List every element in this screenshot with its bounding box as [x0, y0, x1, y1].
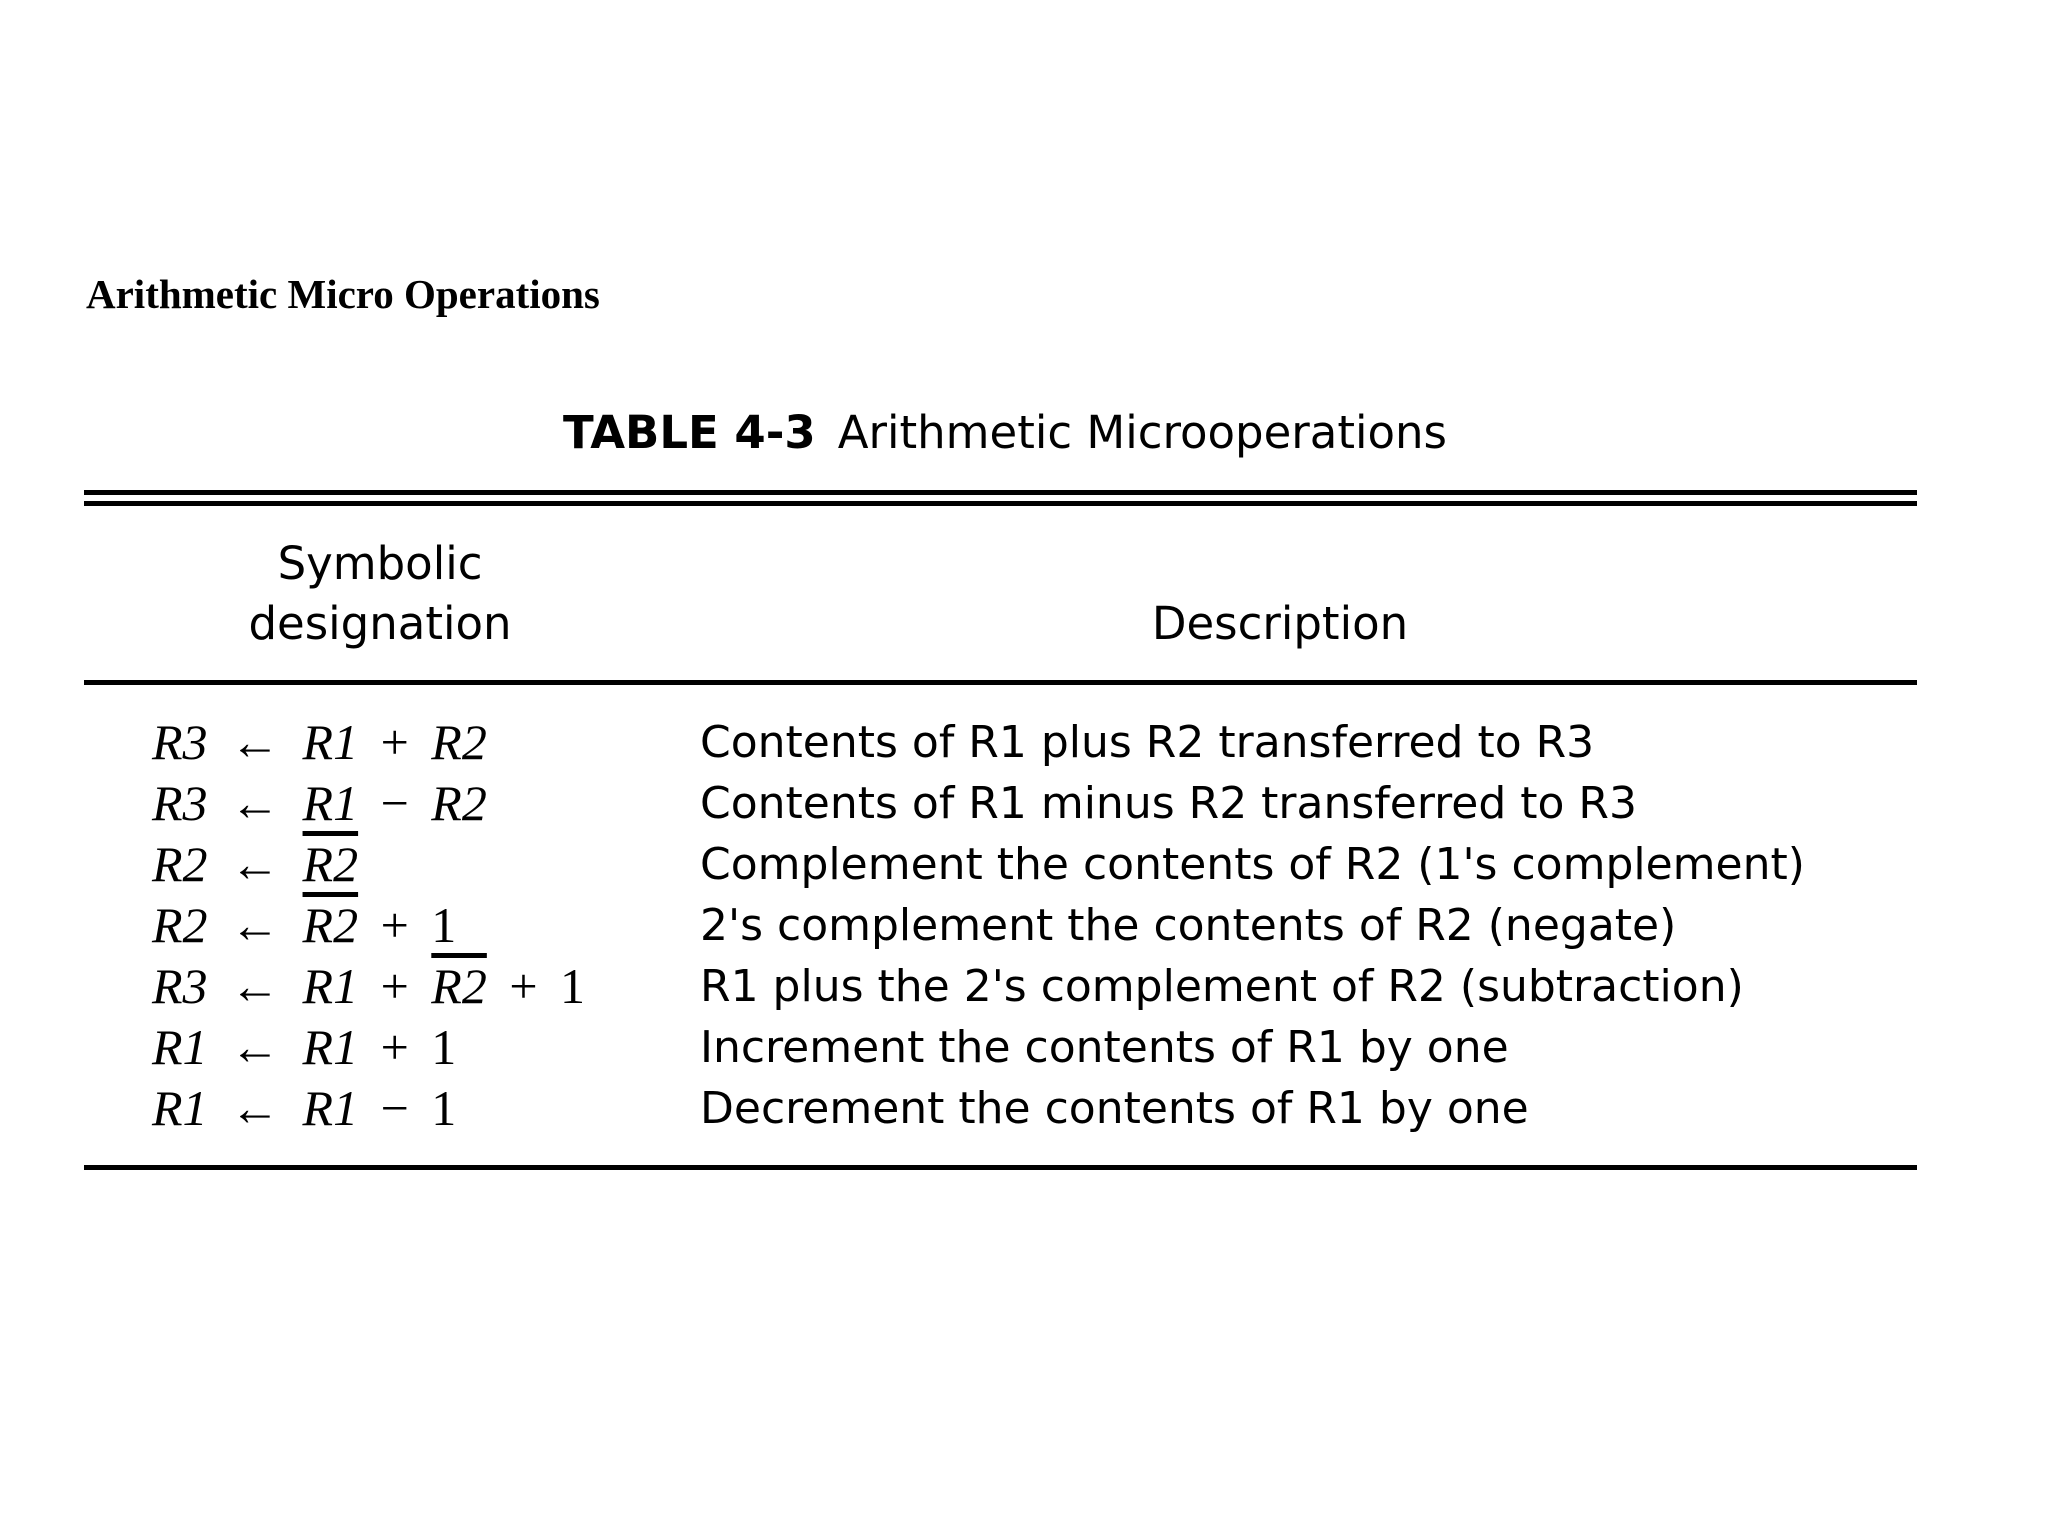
header-symbolic-designation	[180, 534, 580, 654]
bottom-rule	[84, 1165, 1917, 1170]
table-row	[152, 712, 1912, 773]
register: R3	[152, 714, 208, 770]
description: Contents of R1 plus R2 transferred to R3	[700, 717, 1595, 768]
complemented-register: R2	[302, 836, 359, 892]
table-caption	[0, 406, 2010, 459]
header-symbolic-line2: designation	[248, 597, 512, 650]
operator: +	[509, 958, 538, 1014]
operator: +	[380, 958, 409, 1014]
description: Complement the contents of R2 (1's complement)	[700, 839, 1805, 890]
constant: 1	[431, 1080, 457, 1136]
register: R2	[152, 897, 208, 953]
register: R1	[152, 1080, 208, 1136]
table-body	[152, 712, 1912, 1139]
top-double-rule-lower	[84, 501, 1917, 506]
symbolic-designation	[152, 1017, 456, 1078]
symbolic-designation	[152, 895, 456, 956]
symbolic-designation	[152, 773, 487, 834]
complemented-register: R2	[431, 958, 487, 1014]
table-row	[152, 895, 1912, 956]
transfer-arrow: ←	[230, 958, 281, 1014]
operator: +	[380, 897, 409, 953]
transfer-arrow: ←	[230, 714, 281, 770]
register: R3	[152, 775, 208, 831]
table-row	[152, 834, 1912, 895]
transfer-arrow: ←	[230, 1019, 281, 1075]
register: R1	[302, 1080, 359, 1136]
transfer-arrow: ←	[230, 897, 281, 953]
description: Decrement the contents of R1 by one	[700, 1083, 1529, 1134]
header-description: Description	[1151, 597, 1409, 650]
top-double-rule-upper	[84, 490, 1917, 495]
table-row	[152, 956, 1912, 1017]
operator: +	[380, 1019, 409, 1075]
table-number: TABLE 4-3	[563, 406, 816, 459]
register: R1	[152, 1019, 208, 1075]
description: R1 plus the 2's complement of R2 (subtraction)	[700, 961, 1744, 1012]
complemented-register: R2	[302, 897, 359, 953]
description: Contents of R1 minus R2 transferred to R3	[700, 778, 1637, 829]
symbolic-designation	[152, 1078, 456, 1139]
page-heading: Arithmetic Micro Operations	[86, 271, 600, 317]
operator: +	[380, 714, 409, 770]
symbolic-designation	[152, 956, 585, 1017]
register: R1	[302, 775, 359, 831]
register: R2	[431, 775, 487, 831]
table-row	[152, 1017, 1912, 1078]
constant: 1	[431, 897, 457, 953]
operator: −	[380, 1080, 409, 1136]
operator: −	[380, 775, 409, 831]
description: Increment the contents of R1 by one	[700, 1022, 1509, 1073]
header-rule	[84, 680, 1917, 685]
register: R1	[302, 714, 359, 770]
table-row	[152, 1078, 1912, 1139]
symbolic-designation	[152, 834, 358, 895]
transfer-arrow: ←	[230, 1080, 281, 1136]
constant: 1	[560, 958, 586, 1014]
register: R1	[302, 958, 359, 1014]
register: R1	[302, 1019, 359, 1075]
register: R3	[152, 958, 208, 1014]
transfer-arrow: ←	[230, 775, 281, 831]
header-symbolic-line1: Symbolic	[277, 537, 483, 590]
table-title: Arithmetic Microoperations	[837, 406, 1447, 459]
register: R2	[431, 714, 487, 770]
table-row	[152, 773, 1912, 834]
symbolic-designation	[152, 712, 487, 773]
transfer-arrow: ←	[230, 836, 281, 892]
constant: 1	[431, 1019, 457, 1075]
register: R2	[152, 836, 208, 892]
description: 2's complement the contents of R2 (negate)	[700, 900, 1677, 951]
